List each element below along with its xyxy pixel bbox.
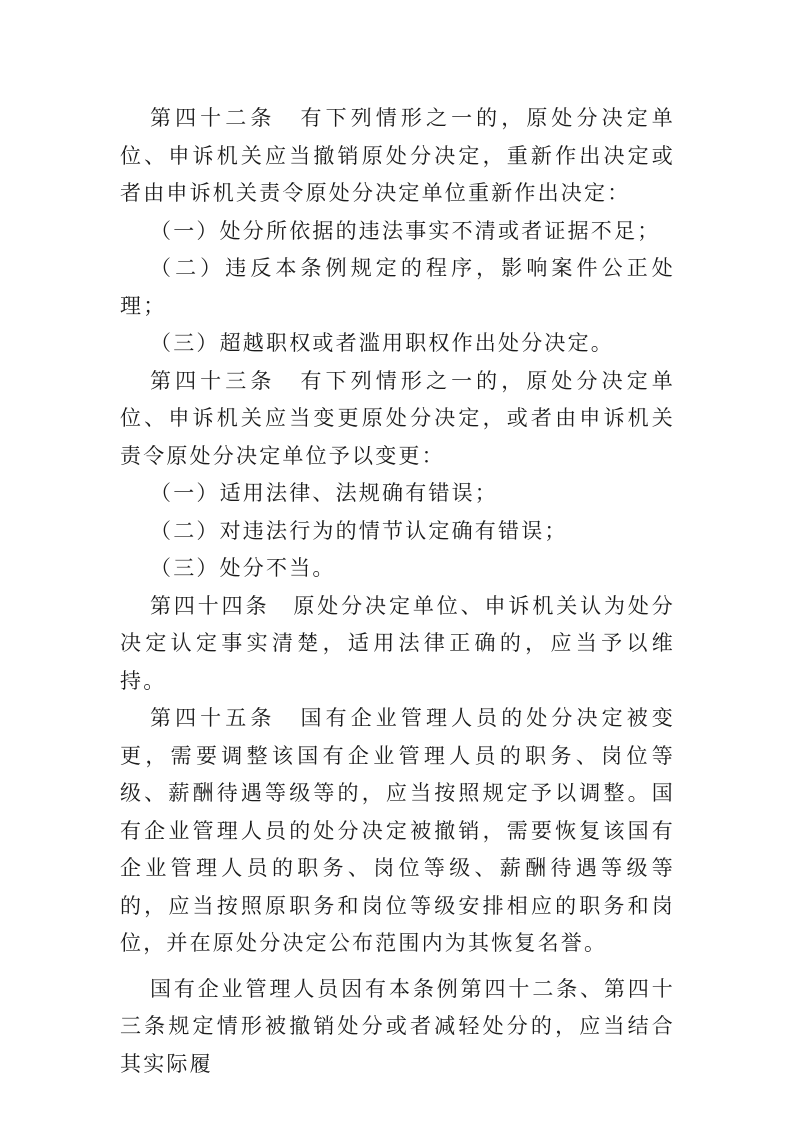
document-body — [120, 100, 675, 1083]
article-42-item-3: （三）超越职权或者滥用职权作出处分决定。 — [150, 331, 614, 355]
article-43-item-3: （三）处分不当。 — [150, 556, 336, 580]
article-44-paragraph: 第四十四条 原处分决定单位、申诉机关认为处分决定认定事实清楚，适用法律正确的，应当予以维持。 — [120, 593, 675, 693]
article-42-paragraph: 第四十二条 有下列情形之一的，原处分决定单位、申诉机关应当撤销原处分决定，重新作出决定或者由申诉机关责令原处分决定单位重新作出决定： — [120, 106, 675, 205]
article-45-paragraph: 第四十五条 国有企业管理人员的处分决定被变更，需要调整该国有企业管理人员的职务、岗位等级、薪酬待遇等级等的，应当按照规定予以调整。国有企业管理人员的处分决定被撤销，需要恢复该国有企业管理人员的职务、岗位等级、薪酬待遇等级等的，应当按照原职务和岗位等级安排相应的职务和岗位，并在原处分决定公布范围内为其恢复名誉。 — [120, 706, 675, 955]
article-43-item-1: （一）适用法律、法规确有错误； — [150, 481, 498, 505]
article-42-item-1: （一）处分所依据的违法事实不清或者证据不足； — [150, 218, 661, 243]
article-43-item-2: （二）对违法行为的情节认定确有错误； — [150, 518, 568, 543]
article-43-paragraph: 第四十三条 有下列情形之一的，原处分决定单位、申诉机关应当变更原处分决定，或者由申诉机关责令原处分决定单位予以变更： — [120, 368, 675, 468]
article-42-item-2: （二）违反本条例规定的程序，影响案件公正处理； — [120, 256, 675, 318]
article-45-continuation-paragraph: 国有企业管理人员因有本条例第四十二条、第四十三条规定情形被撤销处分或者减轻处分的，应当结合其实际履 — [120, 976, 675, 1076]
